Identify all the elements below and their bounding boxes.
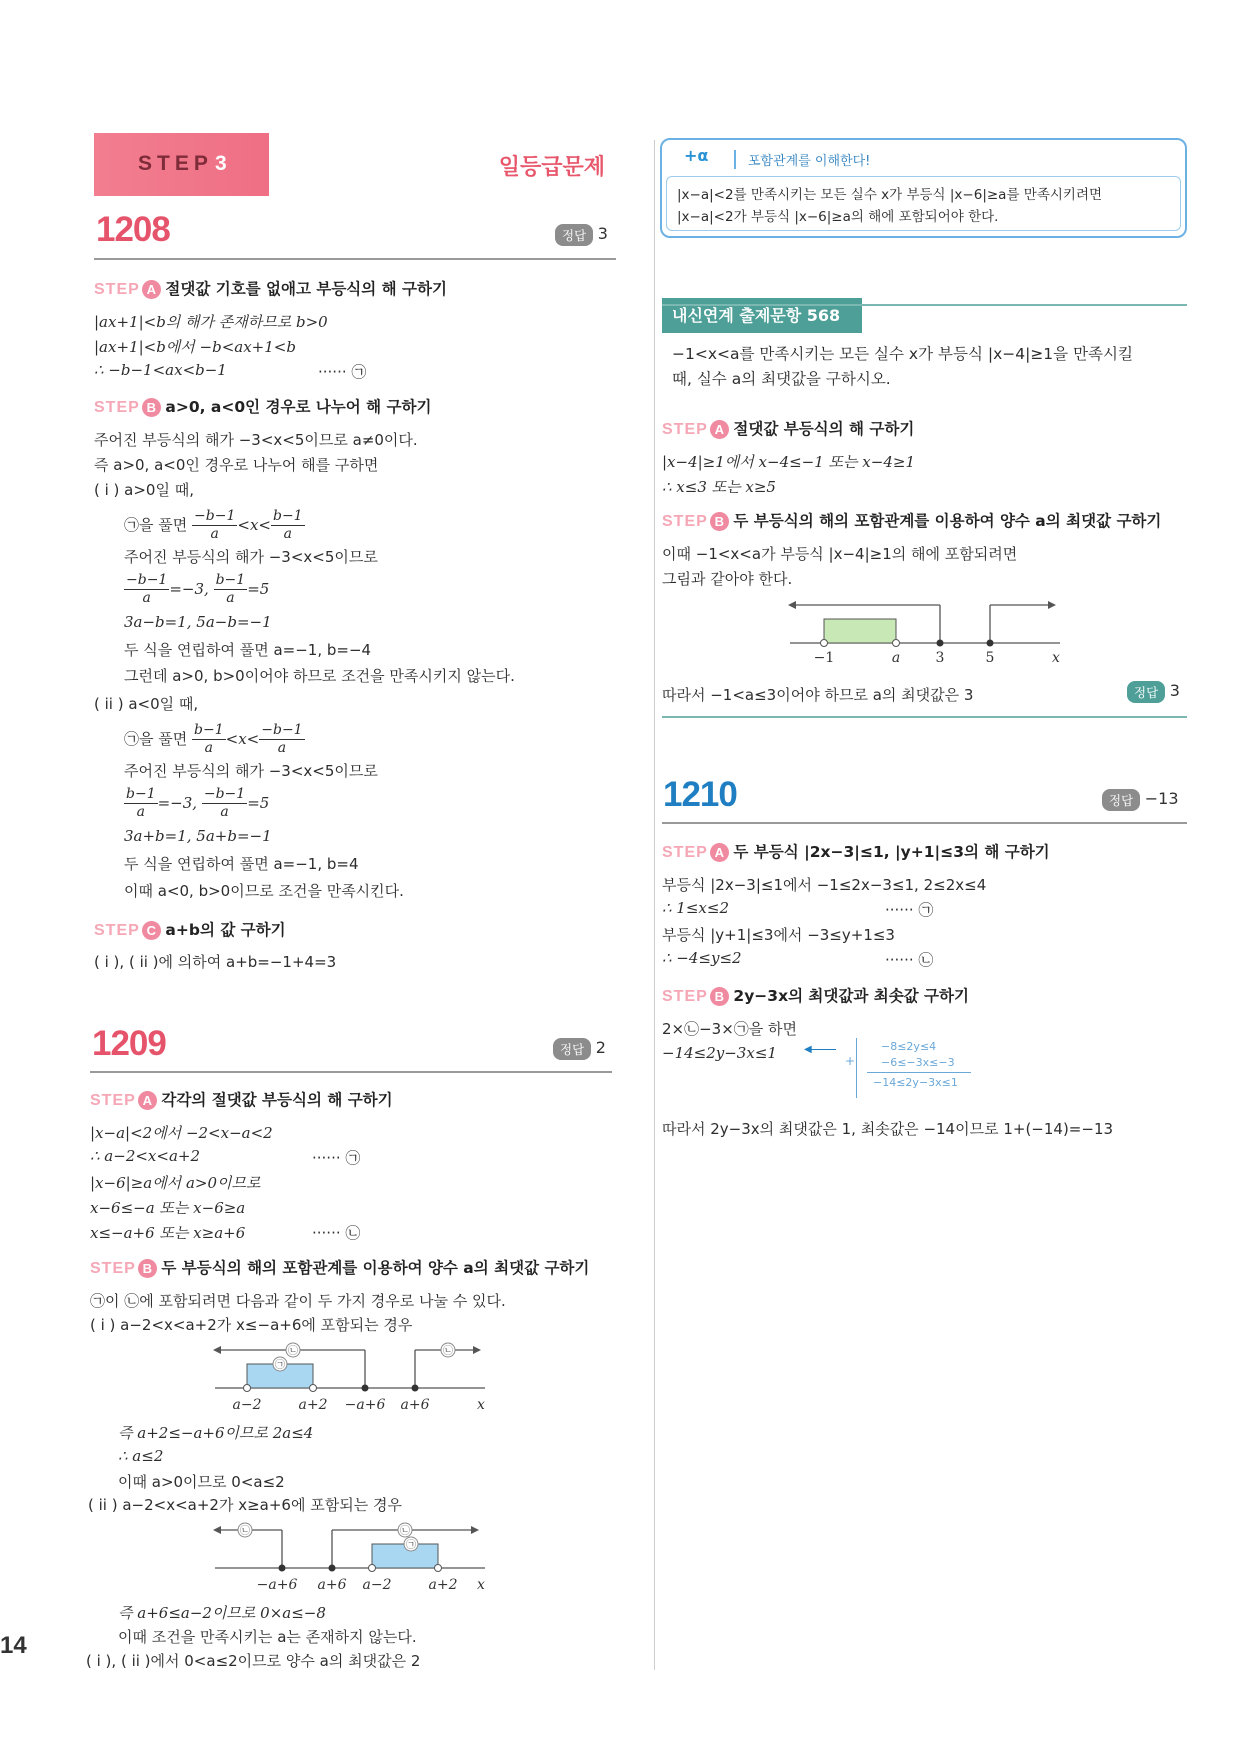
question-text: −1<x<a를 만족시키는 모든 실수 x가 부등식 |x−4|≥1을 만족시킬: [672, 345, 1133, 363]
line: ( i ), ( ii )에 의하여 a+b=−1+4=3: [94, 953, 337, 971]
tick-label: a+2: [428, 1577, 458, 1593]
closed-point: [279, 1565, 286, 1572]
closed-point: [362, 1385, 369, 1392]
arrow-head: [788, 601, 796, 609]
line: 즉 a+2≤−a+6이므로 2a≤4: [118, 1424, 314, 1442]
arrow-head: [1048, 601, 1056, 609]
line: ( i ) a>0일 때,: [94, 481, 194, 499]
tick-label: −a+6: [344, 1397, 386, 1413]
line: 그런데 a>0, b>0이어야 하므로 조건을 만족시키지 않는다.: [124, 667, 515, 685]
step-a-heading: STEP A 절댓값 부등식의 해 구하기: [662, 420, 915, 438]
line: 즉 a+6≤a−2이므로 0×a≤−8: [118, 1604, 326, 1622]
step-banner: [94, 133, 269, 196]
tick-label: x: [477, 1577, 485, 1593]
arrow-head: [471, 1526, 479, 1534]
line: 두 식을 연립하여 풀면 a=−1, b=−4: [124, 641, 372, 659]
answer-568: 정답 3: [1127, 681, 1180, 703]
line: ( ii ) a−2<x<a+2가 x≥a+6에 포함되는 경우: [88, 1496, 402, 1514]
plus-sign: +: [845, 1054, 856, 1068]
callout-title: 포함관계를 이해한다!: [734, 150, 870, 169]
problem-number-1210: 1210: [663, 775, 737, 814]
line: ∴ a≤2: [118, 1447, 164, 1465]
line: 주어진 부등식의 해가 −3<x<5이므로: [124, 548, 378, 566]
tick-label: x: [1052, 650, 1060, 666]
plus-alpha-icon: +α: [684, 146, 709, 165]
divider: [662, 822, 1187, 824]
arrow-head: [213, 1346, 221, 1354]
answer-badge: 정답: [555, 224, 593, 246]
line: 3a−b=1, 5a−b=−1: [124, 613, 272, 631]
line: ∴ −4≤y≤2: [662, 949, 742, 967]
marker-label: ㉠: [406, 1540, 416, 1551]
marker: ······ ㉠: [312, 1149, 361, 1167]
marker-label: ㉡: [400, 1526, 410, 1537]
answer-1208: [555, 224, 608, 246]
line: −14≤2y−3x≤1: [662, 1044, 777, 1062]
column-divider: [654, 140, 655, 1670]
line: 부등식 |2x−3|≤1에서 −1≤2x−3≤1, 2≤2x≤4: [662, 876, 987, 894]
step-number: 3: [215, 152, 232, 175]
fraction-line: ㉠을 풀면 $\frac{-b-1}{a}$ <x< $\frac{b-1}{a}$: [124, 508, 303, 542]
tick-label: 3: [935, 650, 945, 666]
step-title: 절댓값 기호를 없애고 부등식의 해 구하기: [165, 280, 447, 298]
step-a-heading: STEP A 두 부등식 |2x−3|≤1, |y+1|≤3의 해 구하기: [662, 843, 1050, 861]
page-number: 14: [0, 1632, 27, 1659]
step-b-heading: STEP B 2y−3x의 최댓값과 최솟값 구하기: [662, 987, 969, 1005]
line: 따라서 2y−3x의 최댓값은 1, 최솟값은 −14이므로 1+(−14)=−13: [662, 1120, 1114, 1138]
closed-point: [987, 640, 994, 647]
line: 이때 조건을 만족시키는 a는 존재하지 않는다.: [118, 1628, 417, 1646]
tick-label: a−2: [232, 1397, 262, 1413]
marker-label: ㉠: [275, 1360, 285, 1371]
callout-text: |x−a|<2를 만족시키는 모든 실수 x가 부등식 |x−6|≥a를 만족시키려면: [677, 187, 1103, 203]
divider: [90, 1071, 612, 1073]
callout-text: |x−a|<2가 부등식 |x−6|≥a의 해에 포함되어야 한다.: [677, 209, 999, 225]
section-title: 일등급문제: [498, 155, 605, 180]
marker-label: ㉡: [240, 1526, 250, 1537]
answer-value: 3: [597, 224, 608, 243]
tick-label: −a+6: [256, 1577, 298, 1593]
line: ( i ), ( ii )에서 0<a≤2이므로 양수 a의 최댓값은 2: [86, 1652, 421, 1670]
tick-label: a−2: [362, 1577, 392, 1593]
line: ∴ −b−1<ax<b−1: [94, 361, 227, 379]
closed-point: [329, 1565, 336, 1572]
tick-label: −1: [813, 650, 835, 666]
marker-label: ㉡: [443, 1346, 453, 1357]
line: ∴ 1≤x≤2: [662, 899, 729, 917]
divider: [662, 304, 1187, 306]
line: 두 식을 연립하여 풀면 a=−1, b=4: [124, 855, 359, 873]
number-line-diagram-2: [205, 1518, 495, 1598]
arrow-left-icon: ◀: [804, 1044, 812, 1055]
calc-box: [845, 1038, 970, 1098]
tip-callout: [660, 138, 1187, 238]
divider: [662, 716, 1187, 718]
number-line-diagram-1: [205, 1338, 495, 1418]
divider: [94, 258, 616, 260]
line: ( i ) a−2<x<a+2가 x≤−a+6에 포함되는 경우: [90, 1316, 413, 1334]
marker-label: ㉡: [288, 1346, 298, 1357]
closed-point: [937, 640, 944, 647]
question-text: 때, 실수 a의 최댓값을 구하시오.: [672, 370, 891, 388]
line: ∴ a−2<x<a+2: [90, 1147, 201, 1165]
line: 이때 −1<x<a가 부등식 |x−4|≥1의 해에 포함되려면: [662, 545, 1018, 563]
tick-label: a+6: [400, 1397, 430, 1413]
step-a-heading: STEP A 각각의 절댓값 부등식의 해 구하기: [90, 1091, 393, 1109]
line: |x−a|<2에서 −2<x−a<2: [90, 1124, 273, 1142]
step-b-heading: STEP B 두 부등식의 해의 포함관계를 이용하여 양수 a의 최댓값 구하기: [662, 512, 1162, 530]
line: x≤−a+6 또는 x≥a+6: [90, 1224, 246, 1242]
line: |x−4|≥1에서 x−4≤−1 또는 x−4≥1: [662, 453, 915, 471]
sum-line: [867, 1072, 971, 1073]
open-point: [244, 1385, 251, 1392]
line: 주어진 부등식의 해가 −3<x<5이므로: [124, 762, 378, 780]
arrow-line: [808, 1049, 836, 1050]
line: 즉 a>0, a<0인 경우로 나누어 해를 구하면: [94, 456, 379, 474]
line: 3a+b=1, 5a+b=−1: [124, 827, 272, 845]
step-tag: STEP A: [94, 281, 161, 298]
marker: ······ ㉡: [312, 1224, 361, 1242]
line: 따라서 −1<a≤3이어야 하므로 a의 최댓값은 3: [662, 686, 974, 704]
open-point: [310, 1385, 317, 1392]
callout-body: [666, 176, 1181, 231]
tick-label: x: [477, 1397, 485, 1413]
line: 2×㉡−3×㉠을 하면: [662, 1020, 798, 1038]
step-b-heading: STEP B 두 부등식의 해의 포함관계를 이용하여 양수 a의 최댓값 구하기: [90, 1259, 590, 1277]
fraction-line: $\frac{-b-1}{a}$ =−3, $\frac{b-1}{a}$ =5: [126, 572, 270, 606]
step-a-heading: [94, 277, 447, 299]
line: 이때 a>0이므로 0<a≤2: [118, 1473, 285, 1491]
arrow-head: [213, 1526, 221, 1534]
tick-label: a: [891, 650, 901, 666]
calc-row: −14≤2y−3x≤1: [873, 1076, 958, 1089]
step-c-heading: STEP C a+b의 값 구하기: [94, 921, 286, 939]
line: ( ii ) a<0일 때,: [94, 695, 199, 713]
line: |ax+1|<b의 해가 존재하므로 b>0: [94, 313, 328, 331]
open-point: [435, 1565, 442, 1572]
line: 주어진 부등식의 해가 −3<x<5이므로 a≠0이다.: [94, 431, 418, 449]
line: |ax+1|<b에서 −b<ax+1<b: [94, 338, 296, 356]
answer-1210: 정답 −13: [1102, 789, 1179, 811]
open-point: [893, 640, 900, 647]
line: ∴ x≤3 또는 x≥5: [662, 478, 776, 496]
line: x−6≤−a 또는 x−6≥a: [90, 1199, 246, 1217]
marker: ······ ㉡: [885, 951, 934, 969]
fraction-line: ㉠을 풀면 $\frac{b-1}{a}$ <x< $\frac{-b-1}{a}$: [124, 722, 303, 756]
calc-row: −6≤−3x≤−3: [881, 1056, 955, 1069]
calc-row: −8≤2y≤4: [881, 1040, 937, 1053]
number-line-diagram-568: [780, 595, 1070, 667]
closed-point: [412, 1385, 419, 1392]
tick-label: a+6: [317, 1577, 347, 1593]
step-b-heading: STEP B a>0, a<0인 경우로 나누어 해 구하기: [94, 398, 432, 416]
line: 그림과 같아야 한다.: [662, 570, 793, 588]
tick-label: a+2: [298, 1397, 328, 1413]
problem-number-1209: 1209: [92, 1024, 166, 1063]
tick-label: 5: [985, 650, 995, 666]
arrow-head: [473, 1346, 481, 1354]
line: 부등식 |y+1|≤3에서 −3≤y+1≤3: [662, 926, 895, 944]
marker: ······ ㉠: [318, 363, 367, 381]
line: ㉠이 ㉡에 포함되려면 다음과 같이 두 가지 경우로 나눌 수 있다.: [90, 1292, 506, 1310]
open-point: [369, 1565, 376, 1572]
marker: ······ ㉠: [885, 901, 934, 919]
open-point: [821, 640, 828, 647]
line: 이때 a<0, b>0이므로 조건을 만족시킨다.: [124, 882, 404, 900]
fraction-line: $\frac{b-1}{a}$ =−3, $\frac{-b-1}{a}$ =5: [126, 786, 270, 820]
line: |x−6|≥a에서 a>0이므로: [90, 1174, 261, 1192]
answer-1209: 정답 2: [553, 1038, 606, 1060]
problem-number-1208: 1208: [96, 210, 170, 249]
interval-box: [824, 619, 896, 643]
step-label: STEP: [138, 152, 213, 175]
linked-problem-tab: 내신연계 출제문항 568: [662, 298, 862, 333]
